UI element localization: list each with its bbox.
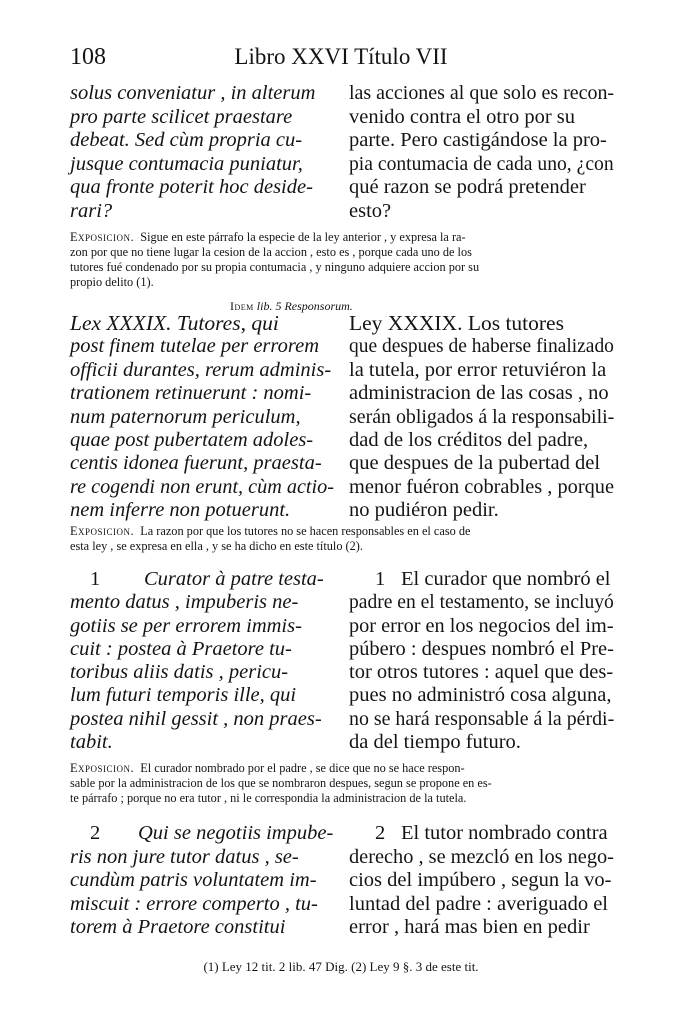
text-line xyxy=(349,568,614,591)
text-line: pia contumacia de cada uno, ¿con xyxy=(349,152,614,175)
text-line: post finem tutelae per errorem xyxy=(70,335,319,358)
latin-column xyxy=(70,822,334,940)
paragraph-number: 2 xyxy=(90,822,101,844)
text-line: miscuit : errore comperto , tu- xyxy=(70,892,318,915)
text-line xyxy=(70,761,614,776)
text-line: sable por la administracion de los que se nombraron despues, segun se propone en es- xyxy=(70,776,492,790)
text-line: trationem retinuerunt : nomi- xyxy=(70,382,312,405)
text-line: cuit : postea à Praetore tu- xyxy=(70,637,292,660)
text-line: parte. Pero castigándose la pro- xyxy=(349,129,607,151)
text-line: tabit. xyxy=(70,731,113,754)
text-line: pro parte scilicet praestare xyxy=(70,105,293,128)
text-line xyxy=(70,230,614,245)
text-line: tor otros tutores : aquel que des- xyxy=(349,661,614,684)
text-line: las acciones al que solo es recon- xyxy=(349,82,615,104)
text-line: centis idonea fuerunt, praesta- xyxy=(70,452,322,475)
text-line-content: La razon por que los tutores no se hacen responsables en el caso de xyxy=(140,524,471,538)
spanish-column xyxy=(349,568,614,754)
text-line: cios del impúbero , segun la vo- xyxy=(349,869,612,891)
text-line: re cogendi non erunt, cùm actio- xyxy=(70,475,334,498)
text-line: gotiis se per errorem immis- xyxy=(70,614,302,637)
source-author: Idem xyxy=(230,299,254,313)
note-label: Exposicion. xyxy=(70,230,135,244)
paragraph-number: 1 xyxy=(90,568,101,590)
text-line xyxy=(70,568,334,591)
note-label: Exposicion. xyxy=(70,761,135,775)
latin-column xyxy=(70,82,334,223)
text-line: por error en los negocios del im- xyxy=(349,614,614,637)
text-line: mento datus , impuberis ne- xyxy=(70,591,299,614)
text-line: propio delito (1). xyxy=(70,275,154,289)
text-line: jusque contumacia puniatur, xyxy=(70,152,303,175)
text-line: tutores fué condenado por su propia contumacia , y ninguno adquiere accion por su xyxy=(70,260,480,274)
text-line: padre en el testamento, se incluyó xyxy=(349,591,614,614)
source-work: lib. 5 Responsorum. xyxy=(256,299,353,313)
spanish-column xyxy=(349,822,614,940)
running-head: Libro XXVI Título VII xyxy=(234,44,448,69)
note-label: Exposicion. xyxy=(70,524,135,538)
text-line: solus conveniatur , in alterum xyxy=(70,82,316,104)
text-line: torem à Praetore constitui xyxy=(70,916,286,938)
text-line xyxy=(70,822,334,846)
page-number: 108 xyxy=(70,44,106,70)
exposicion-note-3 xyxy=(70,761,614,806)
latin-column xyxy=(70,568,334,754)
text-line: esto? xyxy=(349,199,392,222)
text-line: pues no administró cosa alguna, xyxy=(349,684,612,707)
text-line: qué razon se podrá pretender xyxy=(349,176,586,198)
text-line: derecho , se mezcló en los nego- xyxy=(349,845,614,868)
text-line-content: Sigue en este párrafo la especie de la ley anterior , y expresa la ra- xyxy=(140,230,466,244)
text-line: postea nihil gessit , non praes- xyxy=(70,707,322,730)
text-line: que despues de la pubertad del xyxy=(349,452,601,475)
text-line: menor fuéron cobrables , porque xyxy=(349,475,614,498)
text-line-content: El curador nombrado por el padre , se dice que no se hace respon- xyxy=(140,761,465,775)
text-line: rari? xyxy=(70,199,113,222)
paragraph-number: 1 xyxy=(375,568,386,590)
text-line: serán obligados á la responsabili- xyxy=(349,405,615,428)
text-line: quae post pubertatem adoles- xyxy=(70,429,314,452)
text-line: error , hará mas bien en pedir xyxy=(349,916,590,938)
text-line: zon por que no tiene lugar la cesion de la accion , esto es , porque cada uno de los xyxy=(70,245,472,259)
spanish-column xyxy=(349,82,614,223)
spanish-column xyxy=(349,312,614,523)
text-line-content: El tutor nombrado contra xyxy=(401,822,608,844)
page-header xyxy=(70,44,612,74)
text-line: Ley XXXIX. Los tutores xyxy=(349,311,564,335)
text-line: lum futuri temporis ille, qui xyxy=(70,684,297,707)
text-line: que despues de haberse finalizado xyxy=(349,335,614,358)
text-line: cundùm patris voluntatem im- xyxy=(70,869,317,891)
text-line-content: El curador que nombró el xyxy=(401,568,611,590)
text-line: esta ley , se expresa en ella , y se ha dicho en este título (2). xyxy=(70,539,363,553)
text-line: no pudiéron pedir. xyxy=(349,499,499,522)
text-line: qua fronte poterit hoc deside- xyxy=(70,176,313,198)
text-line-content: Qui se negotiis impube- xyxy=(138,822,334,844)
text-line: nem inferre non potuerunt. xyxy=(70,499,291,522)
text-line: dad de los créditos del padre, xyxy=(349,429,589,452)
text-line: venido contra el otro por su xyxy=(349,105,576,128)
text-line: púbero : despues nombró el Pre- xyxy=(349,637,614,660)
footnotes: (1) Ley 12 tit. 2 lib. 47 Dig. (2) Ley 9 §. 3 de este tit. xyxy=(203,959,479,974)
latin-column xyxy=(70,312,334,523)
text-line: officii durantes, rerum adminis- xyxy=(70,358,332,381)
text-line: te párrafo ; porque no era tutor , ni le correspondia la administracion de la tutela. xyxy=(70,791,467,805)
text-line: num paternorum periculum, xyxy=(70,405,301,428)
text-line: administracion de las cosas , no xyxy=(349,382,609,405)
text-line: toribus aliis datis , pericu- xyxy=(70,661,289,684)
exposicion-note-2 xyxy=(70,524,614,554)
text-line: da del tiempo futuro. xyxy=(349,731,521,754)
text-line: Lex XXXIX. Tutores, qui xyxy=(70,311,279,335)
text-line: debeat. Sed cùm propria cu- xyxy=(70,129,303,151)
text-line xyxy=(349,822,614,846)
text-line: ris non jure tutor datus , se- xyxy=(70,845,299,868)
exposicion-note-1 xyxy=(70,230,614,290)
text-line: la tutela, por error retuviéron la xyxy=(349,358,607,381)
text-line: no se hará responsable á la pérdi- xyxy=(349,707,615,730)
text-line-content: Curator à patre testa- xyxy=(144,568,324,590)
text-line xyxy=(70,524,614,539)
text-line: luntad del padre : averiguado el xyxy=(349,892,608,915)
paragraph-number: 2 xyxy=(375,822,386,844)
